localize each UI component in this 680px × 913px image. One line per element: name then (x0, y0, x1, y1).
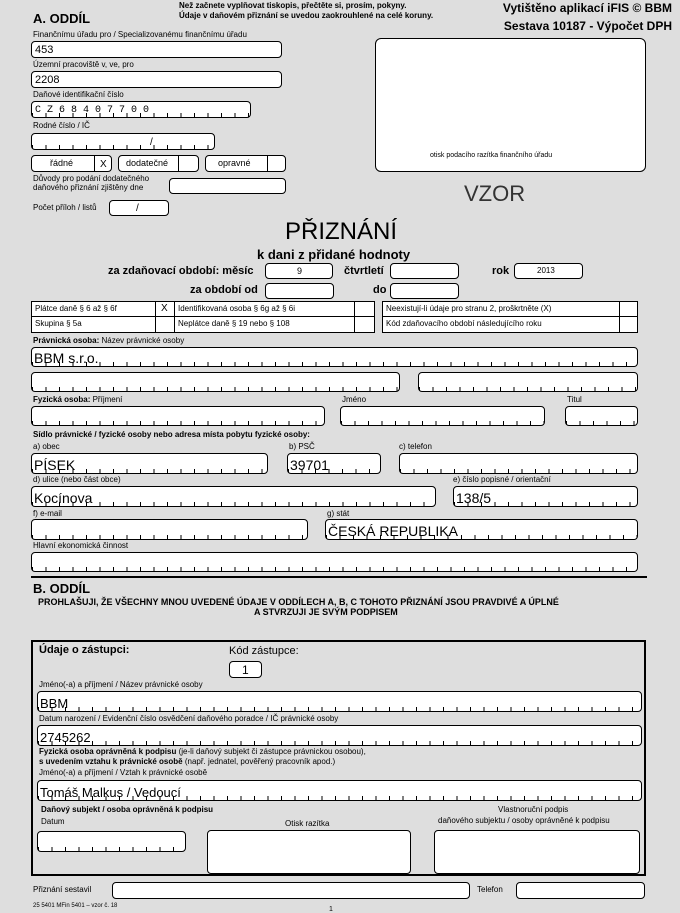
reasons-label-1: Důvody pro podání dodatečného (33, 174, 150, 183)
address-heading: Sídlo právnické / fyzické osoby nebo adresa místa pobytu fyzické osoby: (33, 430, 310, 439)
city-value: PÍSEK (34, 457, 76, 473)
authorized-name-field[interactable] (37, 780, 642, 801)
month-field[interactable] (265, 263, 333, 279)
year-label: rok (492, 265, 510, 277)
identified-person: Identifikovaná osoba § 6g až § 6i (174, 301, 355, 317)
authorized-name-value: Tomáš Malkus / Vedoucí (40, 785, 181, 800)
tax-office-label: Finančnímu úřadu pro / Specializovanému finančnímu úřadu (33, 30, 247, 39)
quarter-label: čtvrtletí (344, 265, 384, 277)
representative-id-value: 2745262 (40, 730, 91, 745)
number-label: e) číslo popisné / orientační (453, 475, 551, 484)
month-value: 9 (297, 266, 303, 276)
filing-type-corrective-checkbox[interactable] (267, 156, 286, 171)
city-field[interactable] (31, 453, 268, 474)
section-divider (31, 576, 647, 578)
dic-value: C Z 6 8 4 0 7 7 0 0 (35, 105, 150, 116)
natural-person-label-bold: Fyzická osoba: (33, 395, 91, 404)
group-5a: Skupina § 5a (31, 316, 156, 333)
title-label: Titul (567, 395, 582, 404)
first-name-label: Jméno (342, 395, 367, 404)
territorial-label: Územní pracoviště v, ve, pro (33, 60, 134, 69)
representative-heading: Údaje o zástupci: (39, 644, 130, 656)
group-5a-checkbox[interactable] (155, 316, 175, 333)
legal-entity-label-rest: Název právnické osoby (101, 336, 185, 345)
zip-label: b) PSČ (289, 442, 315, 451)
footer-phone-field[interactable] (516, 882, 645, 899)
authorized-line-1 (39, 748, 366, 756)
signature-date-label: Datum (41, 817, 65, 826)
dic-label: Daňové identifikační číslo (33, 90, 124, 99)
activity-label: Hlavní ekonomická činnost (33, 541, 129, 550)
natural-person-label (33, 396, 122, 404)
no-data-page-2-checkbox[interactable] (619, 301, 638, 317)
compiled-by-label: Přiznání sestavil (33, 885, 92, 894)
signature-heading: Daňový subjekt / osoba oprávněná k podpisu (41, 805, 214, 814)
year-value: 2013 (537, 266, 555, 275)
printed-by: Vytištěno aplikací iFIS © BBM (502, 1, 672, 15)
period-label: za zdaňovací období: měsíc (108, 265, 254, 277)
country-field[interactable] (325, 519, 638, 540)
tax-office-field[interactable] (31, 41, 282, 58)
filing-type-regular-label: řádné (50, 158, 74, 168)
zip-field[interactable] (287, 453, 381, 474)
instructions-line-2: Údaje v daňovém přiznání se uvedou zaokrouhlené na celé koruny. (179, 11, 434, 20)
street-label: d) ulice (nebo část obce) (33, 475, 121, 484)
filing-type-supplementary[interactable] (118, 155, 199, 172)
filing-type-regular[interactable] (31, 155, 112, 172)
phone-label: c) telefon (399, 442, 432, 451)
declaration-line-2: A STVRZUJI JE SVÝM PODPISEM (254, 607, 398, 617)
representative-name-field[interactable] (37, 691, 642, 712)
title-field[interactable] (565, 406, 638, 426)
legal-entity-name-value: BBM s.r.o. (34, 350, 99, 366)
natural-person-label-rest: Příjmení (92, 395, 123, 404)
reasons-date-field[interactable] (169, 178, 286, 194)
city-label: a) obec (33, 442, 60, 451)
quarter-field[interactable] (390, 263, 459, 279)
vzor-watermark: VZOR (464, 181, 526, 206)
payer-type-6: Plátce daně § 6 až § 6f (31, 301, 156, 317)
attachments-label: Počet příloh / listů (33, 203, 97, 212)
number-field[interactable] (453, 486, 638, 507)
authorized-line-2-bold: s uvedením vztahu k právnické osobě (39, 757, 183, 766)
page-number: 1 (329, 906, 333, 913)
legal-entity-name-field-3[interactable] (418, 372, 638, 392)
authorized-line-2-rest: (např. jednatel, pověřený pracovník apod.) (184, 757, 336, 766)
period-from-field[interactable] (265, 283, 334, 299)
report-id: Sestava 10187 - Výpočet DPH (503, 19, 672, 33)
section-b-heading: B. ODDÍL (33, 581, 91, 596)
legal-entity-label-bold: Právnická osoba: (33, 336, 100, 345)
signature-date-field[interactable] (37, 831, 186, 852)
reasons-label-2: daňového přiznání zjištěny dne (33, 183, 144, 192)
filing-type-corrective[interactable] (205, 155, 286, 172)
country-value: ČESKÁ REPUBLIKA (328, 523, 458, 539)
street-value: Kocínova (34, 490, 93, 506)
next-period-code: Kód zdaňovacího období následujícího roku (382, 316, 620, 333)
form-code: 25 5401 MFin 5401 – vzor č. 18 (33, 903, 118, 909)
territorial-field[interactable] (31, 71, 282, 88)
birth-ic-label: Rodné číslo / IČ (33, 121, 90, 130)
filing-type-regular-checkbox[interactable] (94, 156, 113, 171)
period-to-label: do (373, 284, 387, 296)
attachments-field[interactable] (109, 200, 169, 216)
legal-entity-name-field[interactable] (31, 347, 638, 367)
period-from-label: za období od (190, 284, 258, 296)
filing-type-supplementary-label: dodatečné (126, 158, 169, 168)
stamp-caption: otisk podacího razítka finančního úřadu (430, 152, 553, 159)
representative-name-label: Jméno(-a) a příjmení / Název právnické osoby (39, 680, 203, 689)
payer-type-6-checkbox[interactable]: X (155, 301, 175, 317)
office-stamp-box (375, 38, 646, 172)
number-value: 138/5 (456, 490, 492, 506)
representative-name-value: BBM (40, 696, 69, 711)
birth-ic-field[interactable] (31, 133, 215, 150)
surname-field[interactable] (31, 406, 325, 426)
section-a-heading: A. ODDÍL (33, 11, 91, 26)
signature-sign-box[interactable] (434, 830, 640, 874)
authorized-name-label: Jméno(-a) a příjmení / Vztah k právnické osobě (39, 768, 208, 777)
attachments-value: / (136, 203, 139, 214)
non-payer-checkbox[interactable] (354, 316, 375, 333)
representative-code-field[interactable] (229, 661, 262, 678)
email-field[interactable] (31, 519, 308, 540)
non-payer: Neplátce daně § 19 nebo § 108 (174, 316, 355, 333)
email-label: f) e-mail (33, 509, 62, 518)
filing-type-corrective-label: opravné (218, 158, 251, 168)
year-field[interactable] (514, 263, 583, 279)
street-field[interactable] (31, 486, 436, 507)
dic-field[interactable] (31, 101, 251, 118)
form-subtitle: k dani z přidané hodnoty (257, 247, 411, 262)
filing-type-regular-mark: X (100, 159, 107, 170)
territorial-value: 2208 (35, 74, 60, 86)
phone-field[interactable] (399, 453, 638, 474)
form-title: PŘIZNÁNÍ (285, 218, 398, 245)
representative-id-label: Datum narození / Evidenční číslo osvědčení daňového poradce / IČ právnické osoby (39, 714, 339, 723)
declaration-line-1: PROHLAŠUJI, ŽE VŠECHNY MNOU UVEDENÉ ÚDAJE V ODDÍLECH A, B, C TOHOTO PŘIZNÁNÍ JSOU PRAVDIVÉ A ÚPLNÉ (38, 597, 559, 607)
signature-sign-label-2: daňového subjektu / osoby oprávněné k podpisu (438, 816, 610, 825)
legal-entity-name-field-2[interactable] (31, 372, 400, 392)
representative-id-field[interactable] (37, 725, 642, 746)
authorized-line-2 (39, 758, 335, 766)
signature-stamp-label: Otisk razítka (285, 819, 330, 828)
representative-code-label: Kód zástupce: (229, 645, 299, 657)
filing-type-supplementary-checkbox[interactable] (178, 156, 199, 171)
authorized-line-1-rest: (je-li daňový subjekt či zástupce právnickou osobou), (178, 747, 366, 756)
compiled-by-field[interactable] (112, 882, 470, 899)
footer-phone-label: Telefon (477, 885, 503, 894)
tax-office-value: 453 (35, 44, 54, 56)
next-period-code-field[interactable] (619, 316, 638, 333)
zip-value: 39701 (290, 457, 329, 473)
signature-stamp-box[interactable] (207, 830, 411, 874)
activity-field[interactable] (31, 552, 638, 572)
country-label: g) stát (327, 509, 350, 518)
birth-ic-value: / (150, 137, 153, 148)
no-data-page-2: Neexistují-li údaje pro stranu 2, proškrtněte (X) (382, 301, 620, 317)
authorized-line-1-bold: Fyzická osoba oprávněná k podpisu (39, 747, 177, 756)
instructions-line-1: Než začnete vyplňovat tiskopis, přečtěte si, prosím, pokyny. (179, 1, 407, 10)
first-name-field[interactable] (340, 406, 545, 426)
period-to-field[interactable] (390, 283, 459, 299)
representative-code-value: 1 (242, 663, 249, 677)
signature-sign-label-1: Vlastnoruční podpis (498, 805, 569, 814)
legal-entity-label (33, 337, 184, 345)
identified-person-checkbox[interactable] (354, 301, 375, 317)
